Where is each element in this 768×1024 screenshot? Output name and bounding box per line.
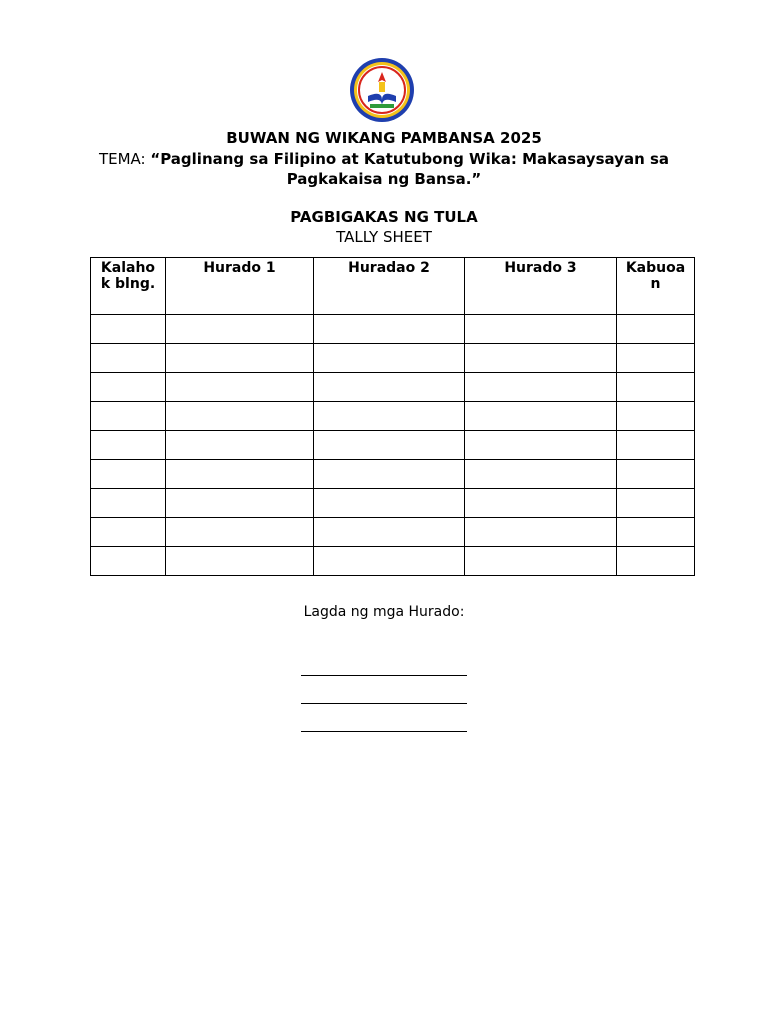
score-cell[interactable] <box>91 518 166 547</box>
score-cell[interactable] <box>166 489 314 518</box>
table-header-row <box>91 258 695 315</box>
table-row <box>91 315 695 344</box>
score-cell[interactable] <box>314 344 465 373</box>
tally-table <box>90 257 695 576</box>
score-cell[interactable] <box>91 315 166 344</box>
score-cell[interactable] <box>617 315 695 344</box>
score-cell[interactable] <box>465 344 617 373</box>
score-cell[interactable] <box>314 402 465 431</box>
score-cell[interactable] <box>465 518 617 547</box>
column-header-judge-3-label: Hurado 3 <box>504 260 577 276</box>
score-cell[interactable] <box>91 489 166 518</box>
score-cell[interactable] <box>166 315 314 344</box>
score-cell[interactable] <box>314 431 465 460</box>
table-row <box>91 518 695 547</box>
score-cell[interactable] <box>617 373 695 402</box>
score-cell[interactable] <box>166 547 314 576</box>
table-row <box>91 373 695 402</box>
score-cell[interactable] <box>314 489 465 518</box>
score-cell[interactable] <box>166 373 314 402</box>
column-header-total <box>617 258 695 315</box>
signature-line[interactable] <box>301 675 467 676</box>
score-cell[interactable] <box>91 460 166 489</box>
score-cell[interactable] <box>314 460 465 489</box>
column-header-judge-3 <box>465 258 617 315</box>
theme-line <box>84 149 684 189</box>
score-cell[interactable] <box>314 373 465 402</box>
score-cell[interactable] <box>617 518 695 547</box>
score-cell[interactable] <box>91 547 166 576</box>
school-logo <box>348 56 416 124</box>
score-cell[interactable] <box>166 460 314 489</box>
column-header-judge-1-label: Hurado 1 <box>203 260 276 276</box>
column-header-judge-2-label: Huradao 2 <box>348 260 430 276</box>
table-row <box>91 460 695 489</box>
theme-quote: “Paglinang sa Filipino at Katutubong Wika: Makasaysayan sa Pagkakaisa ng Bansa.” <box>150 150 670 188</box>
score-cell[interactable] <box>465 489 617 518</box>
signature-line[interactable] <box>301 703 467 704</box>
score-cell[interactable] <box>617 489 695 518</box>
document-title: BUWAN NG WIKANG PAMBANSA 2025 <box>226 129 542 147</box>
score-cell[interactable] <box>465 431 617 460</box>
score-cell[interactable] <box>617 402 695 431</box>
sheet-subtitle: TALLY SHEET <box>336 228 432 246</box>
score-cell[interactable] <box>465 373 617 402</box>
score-cell[interactable] <box>314 518 465 547</box>
score-cell[interactable] <box>465 315 617 344</box>
score-cell[interactable] <box>91 431 166 460</box>
table-row <box>91 489 695 518</box>
school-seal-icon <box>348 56 416 124</box>
score-cell[interactable] <box>465 460 617 489</box>
score-cell[interactable] <box>91 402 166 431</box>
score-cell[interactable] <box>617 431 695 460</box>
score-cell[interactable] <box>314 315 465 344</box>
signature-line[interactable] <box>301 731 467 732</box>
column-header-total-label: Kabuoan <box>625 260 686 292</box>
score-cell[interactable] <box>617 547 695 576</box>
score-cell[interactable] <box>617 460 695 489</box>
column-header-judge-2 <box>314 258 465 315</box>
score-cell[interactable] <box>166 431 314 460</box>
score-cell[interactable] <box>617 344 695 373</box>
table-row <box>91 402 695 431</box>
score-cell[interactable] <box>166 402 314 431</box>
column-header-contestant <box>91 258 166 315</box>
score-cell[interactable] <box>166 344 314 373</box>
score-cell[interactable] <box>314 547 465 576</box>
score-cell[interactable] <box>91 344 166 373</box>
score-cell[interactable] <box>465 402 617 431</box>
column-header-contestant-label: Kalahok blng. <box>100 260 156 292</box>
score-cell[interactable] <box>91 373 166 402</box>
signature-label: Lagda ng mga Hurado: <box>303 604 465 620</box>
score-cell[interactable] <box>166 518 314 547</box>
table-row <box>91 344 695 373</box>
score-cell[interactable] <box>465 547 617 576</box>
column-header-judge-1 <box>166 258 314 315</box>
table-row <box>91 547 695 576</box>
table-row <box>91 431 695 460</box>
theme-label: TEMA: <box>98 150 151 168</box>
event-title: PAGBIGAKAS NG TULA <box>290 208 478 226</box>
